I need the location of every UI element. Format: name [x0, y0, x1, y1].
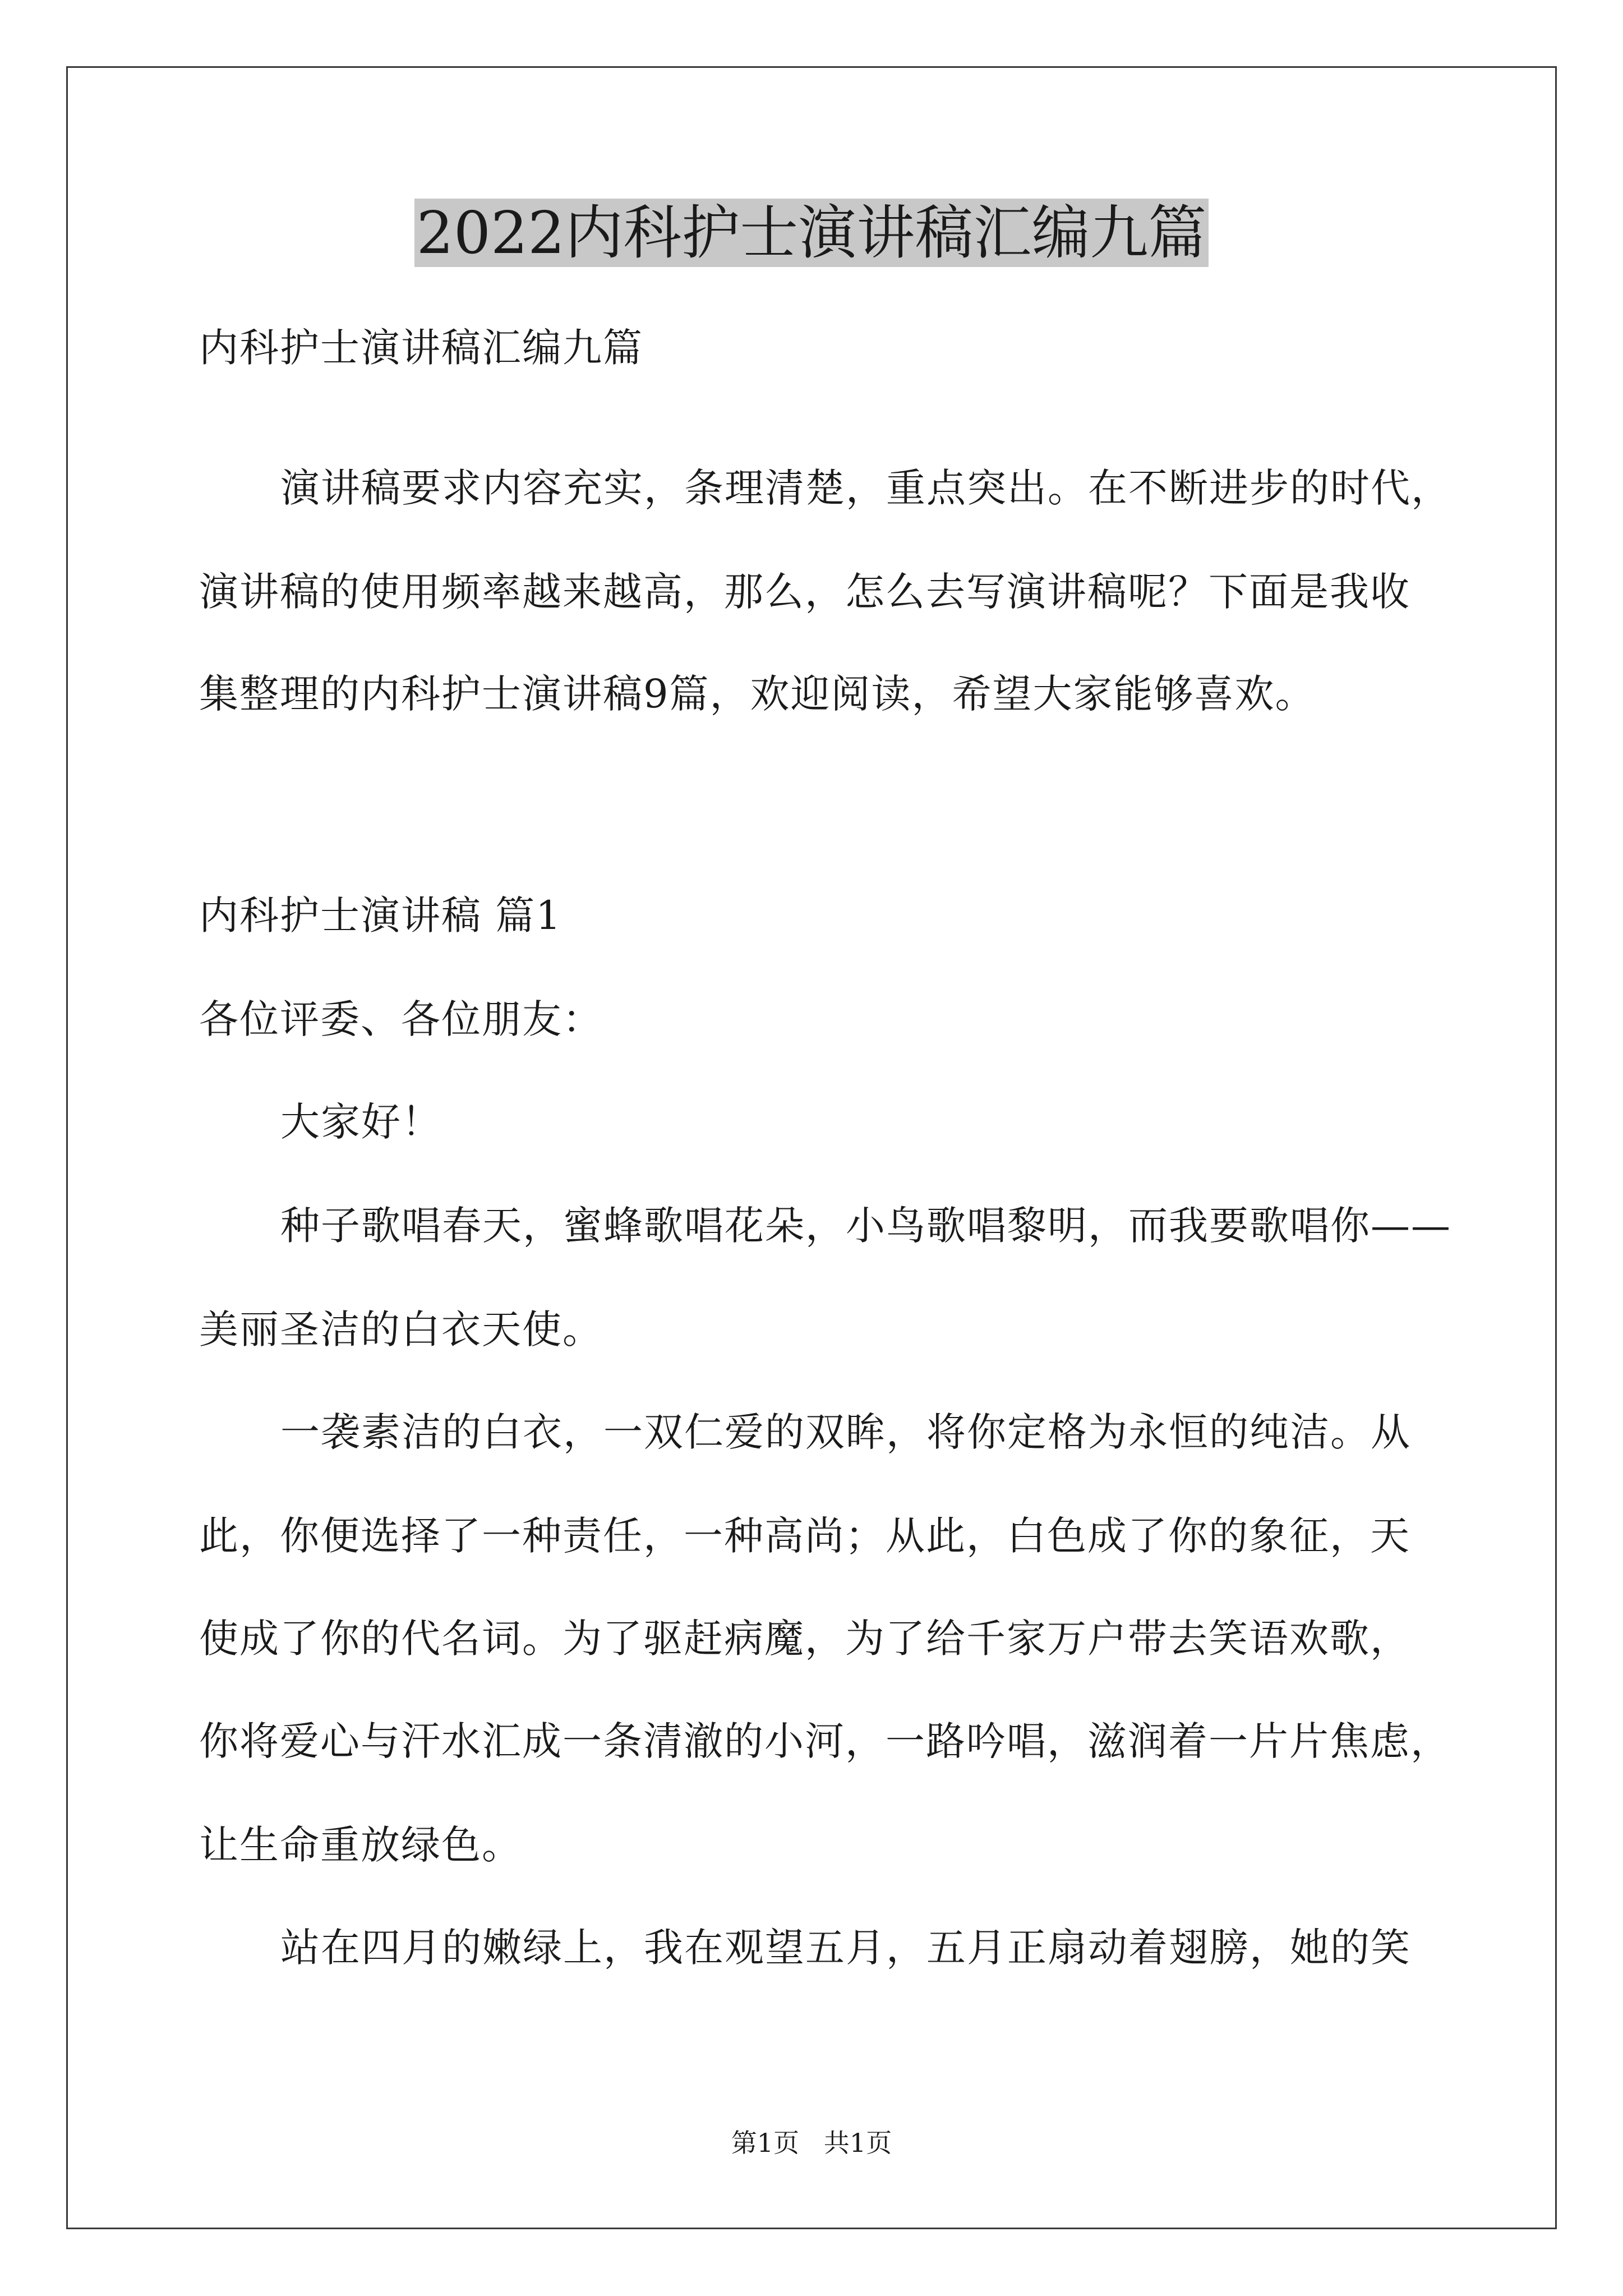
paragraph-1-line-1: 种子歌唱春天，蜜蜂歌唱花朵，小鸟歌唱黎明，而我要歌唱你—— — [280, 1203, 1451, 1249]
salutation: 各位评委、各位朋友： — [199, 996, 603, 1042]
document-title-text: 2022内科护士演讲稿汇编九篇 — [414, 199, 1209, 267]
paragraph-2-line-3: 使成了你的代名词。为了驱赶病魔，为了给千家万户带去笑语欢歌， — [199, 1616, 1410, 1662]
document-title — [0, 194, 1623, 272]
paragraph-1-line-2: 美丽圣洁的白衣天使。 — [199, 1306, 603, 1352]
paragraph-2-line-2: 此，你便选择了一种责任，一种高尚；从此，白色成了你的象征，天 — [199, 1513, 1410, 1559]
intro-line-3: 集整理的内科护士演讲稿9篇，欢迎阅读，希望大家能够喜欢。 — [199, 671, 1316, 717]
intro-line-2: 演讲稿的使用频率越来越高，那么，怎么去写演讲稿呢？下面是我收 — [199, 569, 1410, 615]
paragraph-2-line-5: 让生命重放绿色。 — [199, 1822, 522, 1868]
paragraph-2-line-4: 你将爱心与汗水汇成一条清澈的小河，一路吟唱，滋润着一片片焦虑， — [199, 1718, 1451, 1764]
section-heading: 内科护士演讲稿 篇1 — [199, 892, 562, 938]
greeting: 大家好！ — [280, 1099, 442, 1145]
subtitle-line: 内科护士演讲稿汇编九篇 — [199, 325, 643, 371]
paragraph-2-line-1: 一袭素洁的白衣，一双仁爱的双眸，将你定格为永恒的纯洁。从 — [280, 1409, 1411, 1455]
intro-line-1: 演讲稿要求内容充实，条理清楚，重点突出。在不断进步的时代， — [280, 465, 1451, 511]
paragraph-3-line-1: 站在四月的嫩绿上，我在观望五月，五月正扇动着翅膀，她的笑 — [280, 1925, 1411, 1971]
page-footer: 第1页 共1页 — [731, 2128, 892, 2158]
